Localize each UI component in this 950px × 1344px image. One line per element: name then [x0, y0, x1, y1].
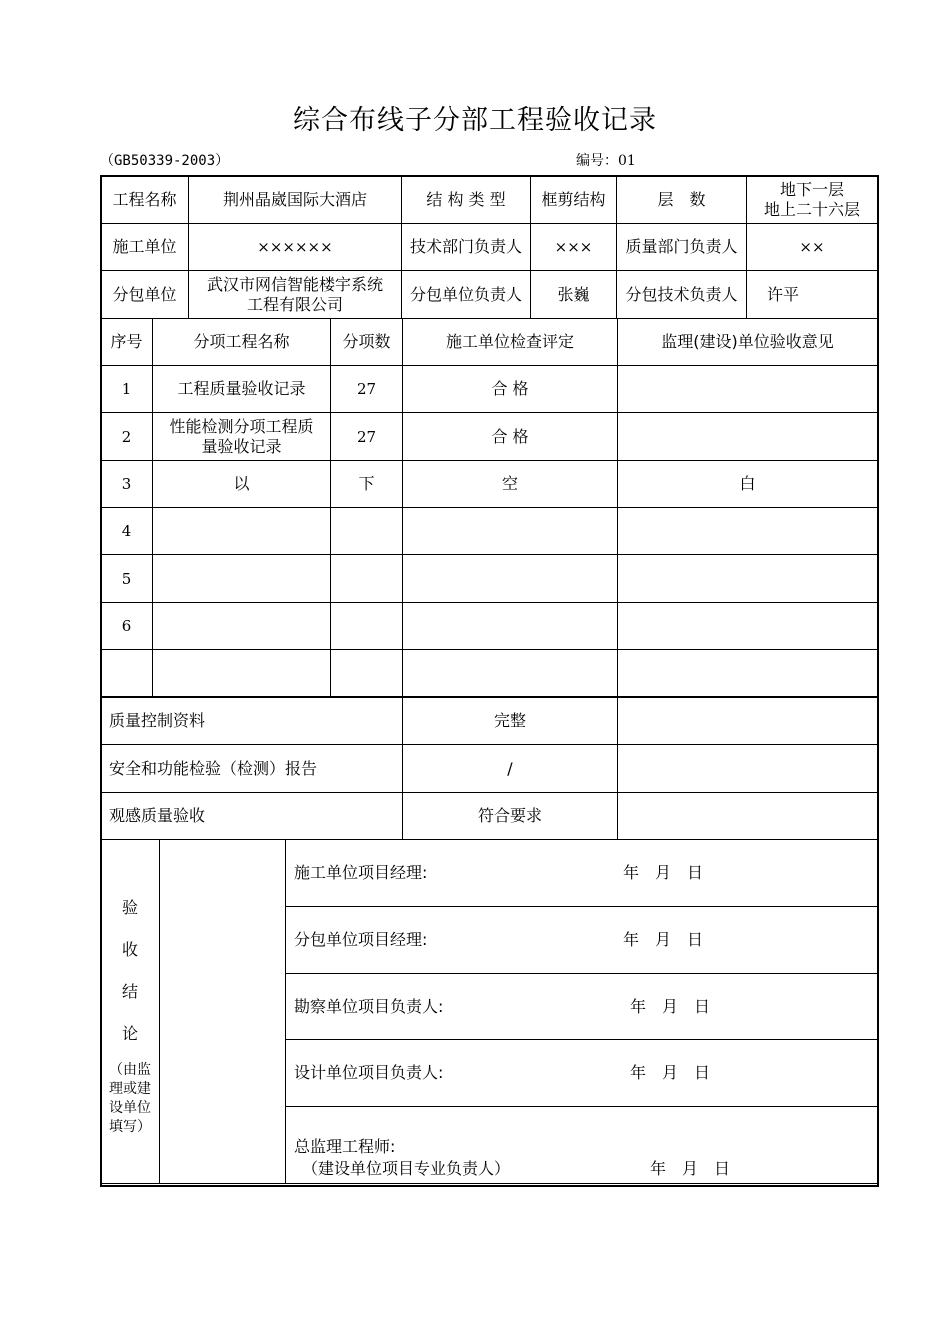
- summary-row: [101, 793, 878, 840]
- document-title: 综合布线子分部工程验收记录: [293, 105, 657, 136]
- quality-head-value[interactable]: ××: [747, 224, 878, 271]
- sub-tech-value[interactable]: 许平: [747, 271, 878, 319]
- item-opinion[interactable]: [618, 366, 878, 413]
- row-number: 3: [101, 461, 153, 508]
- row-number: 2: [101, 413, 153, 461]
- item-evaluation[interactable]: [403, 603, 618, 650]
- column-header: 分项数: [331, 319, 403, 366]
- note-line: 填写）: [109, 1118, 151, 1135]
- item-name[interactable]: [153, 650, 331, 697]
- item-opinion[interactable]: [618, 555, 878, 603]
- project-name-value[interactable]: 荆州晶崴国际大酒店: [189, 176, 402, 224]
- summary-opinion[interactable]: [618, 745, 878, 793]
- note-line: 设单位: [109, 1099, 151, 1116]
- signer-label: 勘察单位项目负责人:: [294, 997, 444, 1016]
- item-opinion[interactable]: [618, 603, 878, 650]
- conclusion-char: 结: [121, 981, 138, 1001]
- chief-cell[interactable]: [286, 1107, 878, 1184]
- item-name-line1: 工程质量验收记录: [177, 379, 306, 398]
- summary-value[interactable]: /: [403, 745, 618, 793]
- signer-date: 年 月 日: [623, 930, 704, 949]
- item-count[interactable]: [331, 650, 403, 697]
- item-opinion[interactable]: [618, 413, 878, 461]
- item-name[interactable]: [153, 461, 331, 508]
- item-count[interactable]: [331, 508, 403, 555]
- structure-type-value[interactable]: 框剪结构: [531, 176, 617, 224]
- item-evaluation[interactable]: [403, 508, 618, 555]
- items-table: [100, 318, 878, 697]
- sub-head-label: 分包单位负责人: [402, 271, 531, 319]
- item-name[interactable]: [153, 366, 331, 413]
- column-header: 监理(建设)单位验收意见: [618, 319, 878, 366]
- row-number: [101, 650, 153, 697]
- sub-value[interactable]: [189, 271, 402, 319]
- item-count[interactable]: [331, 603, 403, 650]
- signer-date: 年 月 日: [623, 863, 704, 882]
- item-name[interactable]: [153, 603, 331, 650]
- table-row: [101, 508, 878, 555]
- item-evaluation[interactable]: 合 格: [403, 366, 618, 413]
- sub-label: 分包单位: [101, 271, 189, 319]
- conclusion-label: [101, 840, 160, 1184]
- items-header-row: [101, 319, 878, 366]
- summary-label: 安全和功能检验（检测）报告: [101, 745, 403, 793]
- header-table: [100, 175, 878, 319]
- sub-head-value[interactable]: 张巍: [531, 271, 617, 319]
- item-name-line1: 以: [233, 474, 250, 493]
- tech-head-value[interactable]: ×××: [531, 224, 617, 271]
- item-name[interactable]: [153, 555, 331, 603]
- conclusion-note: [101, 1061, 159, 1137]
- conclusion-content[interactable]: [160, 840, 286, 1184]
- table-row: [101, 603, 878, 650]
- signer-label: 设计单位项目负责人:: [294, 1063, 444, 1082]
- item-name[interactable]: [153, 413, 331, 461]
- item-evaluation[interactable]: [403, 555, 618, 603]
- item-opinion[interactable]: [618, 650, 878, 697]
- item-evaluation[interactable]: [403, 650, 618, 697]
- item-evaluation[interactable]: 合 格: [403, 413, 618, 461]
- chief-sub-label: （建设单位项目专业负责人）: [302, 1159, 511, 1178]
- project-name-label: 工程名称: [101, 176, 189, 224]
- number-value: 01: [618, 153, 636, 169]
- contractor-value[interactable]: ××××××: [189, 224, 402, 271]
- item-name-line1: 性能检测分项工程质: [169, 416, 314, 436]
- note-line: （由监: [109, 1061, 151, 1078]
- conclusion-table: [100, 839, 878, 1184]
- table-row: [101, 555, 878, 603]
- sub-tech-label: 分包技术负责人: [617, 271, 747, 319]
- contractor-label: 施工单位: [101, 224, 189, 271]
- item-count[interactable]: [331, 555, 403, 603]
- summary-value[interactable]: 完整: [403, 698, 618, 745]
- floors-value-line2: 地上二十六层: [763, 199, 860, 219]
- chief-label: 总监理工程师:: [294, 1137, 396, 1156]
- note-line: 理或建: [109, 1080, 151, 1097]
- conclusion-char: 收: [121, 939, 138, 959]
- item-opinion[interactable]: 白: [618, 461, 878, 508]
- sub-value-line2: 工程有限公司: [246, 294, 343, 314]
- quality-head-label: 质量部门负责人: [617, 224, 747, 271]
- sub-value-line1: 武汉市网信智能楼宇系统: [206, 274, 383, 294]
- signer-date: 年 月 日: [630, 997, 711, 1016]
- column-header: 施工单位检查评定: [403, 319, 618, 366]
- conclusion-char: 验: [121, 897, 138, 917]
- row-number: 5: [101, 555, 153, 603]
- summary-table: [100, 697, 878, 840]
- chief-date: 年 月 日: [650, 1159, 731, 1178]
- row-number: 4: [101, 508, 153, 555]
- floors-value-line1: 地下一层: [779, 179, 844, 199]
- signer-label: 分包单位项目经理:: [294, 930, 428, 949]
- item-name-line2: 量验收记录: [201, 436, 282, 456]
- row-number: 1: [101, 366, 153, 413]
- summary-value[interactable]: 符合要求: [403, 793, 618, 840]
- item-count[interactable]: 27: [331, 366, 403, 413]
- summary-row: [101, 698, 878, 745]
- signer-label: 施工单位项目经理:: [294, 863, 428, 882]
- summary-label: 观感质量验收: [101, 793, 403, 840]
- structure-type-label: 结 构 类 型: [402, 176, 531, 224]
- tech-head-label: 技术部门负责人: [402, 224, 531, 271]
- signer-cell[interactable]: [286, 1040, 878, 1107]
- floors-value[interactable]: [747, 176, 878, 224]
- floors-label: 层 数: [617, 176, 747, 224]
- table-row: [101, 413, 878, 461]
- summary-label: 质量控制资料: [101, 698, 403, 745]
- summary-opinion[interactable]: [618, 793, 878, 840]
- table-row: [101, 366, 878, 413]
- number-label: 编号：: [576, 153, 618, 169]
- item-evaluation[interactable]: 空: [403, 461, 618, 508]
- document-number: [576, 150, 636, 170]
- row-number: 6: [101, 603, 153, 650]
- item-name[interactable]: [153, 508, 331, 555]
- column-header: 序号: [101, 319, 153, 366]
- standard-code: （GB50339-2003）: [100, 153, 230, 169]
- item-opinion[interactable]: [618, 508, 878, 555]
- signer-cell[interactable]: [286, 907, 878, 974]
- signer-cell[interactable]: [286, 974, 878, 1040]
- table-row: [101, 650, 878, 697]
- item-count[interactable]: 下: [331, 461, 403, 508]
- signer-date: 年 月 日: [630, 1063, 711, 1082]
- summary-opinion[interactable]: [618, 698, 878, 745]
- signer-cell[interactable]: [286, 840, 878, 907]
- table-row: [101, 461, 878, 508]
- summary-row: [101, 745, 878, 793]
- conclusion-char: 论: [121, 1023, 138, 1043]
- column-header: 分项工程名称: [153, 319, 331, 366]
- item-count[interactable]: 27: [331, 413, 403, 461]
